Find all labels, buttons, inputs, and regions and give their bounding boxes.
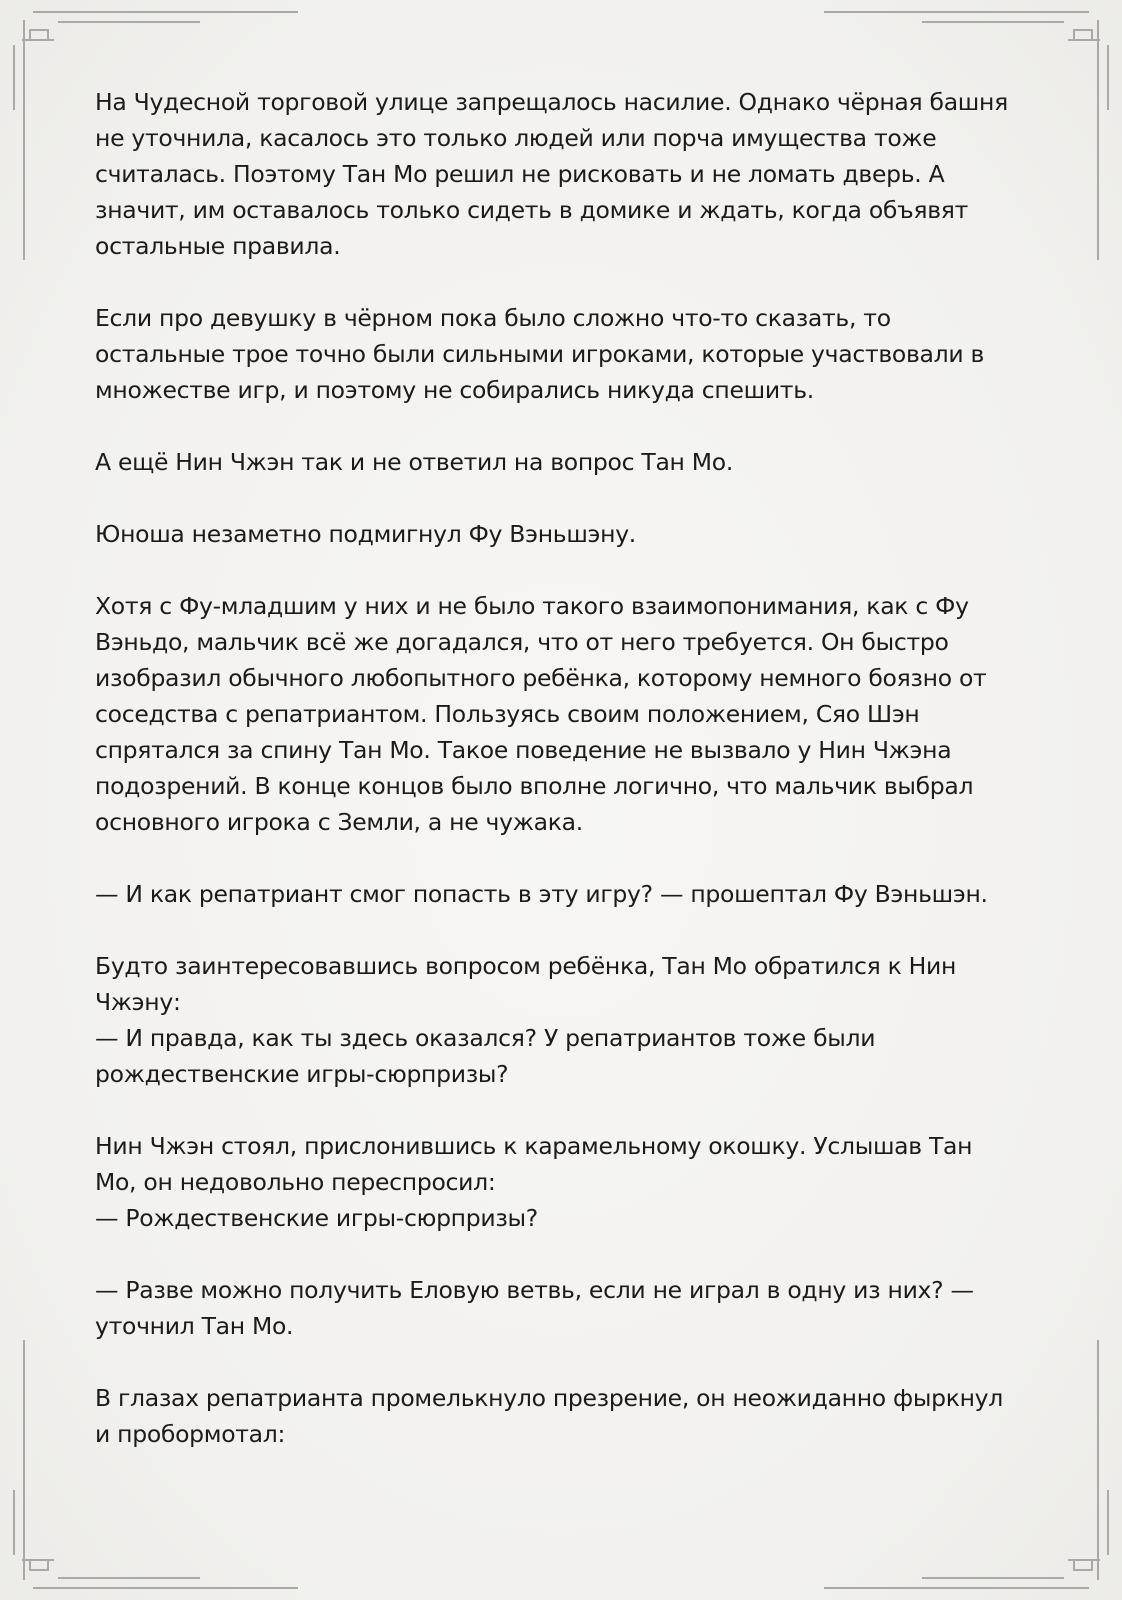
text-line: — И как репатриант смог попасть в эту игру? — прошептал Фу Вэньшэн. — [95, 880, 988, 908]
text-line: считалась. Поэтому Тан Мо решил не рисковать и не ломать дверь. А — [95, 160, 945, 188]
paragraph-8 — [95, 1128, 1035, 1236]
text-line: изобразил обычного любопытного ребёнка, которому немного боязно от — [95, 664, 987, 692]
chapter-text — [95, 84, 1035, 1488]
text-line: На Чудесной торговой улице запрещалось насилие. Однако чёрная башня — [95, 88, 1008, 116]
text-line: — И правда, как ты здесь оказался? У репатриантов тоже были — [95, 1024, 876, 1052]
text-line: остальные трое точно были сильными игроками, которые участвовали в — [95, 340, 985, 368]
text-line: не уточнила, касалось это только людей или порча имущества тоже — [95, 124, 937, 152]
text-line: В глазах репатрианта промелькнуло презрение, он неожиданно фыркнул — [95, 1384, 1004, 1412]
text-line: соседства с репатриантом. Пользуясь своим положением, Сяо Шэн — [95, 700, 920, 728]
text-line: Нин Чжэн стоял, прислонившись к карамельному окошку. Услышав Тан — [95, 1132, 973, 1160]
text-line: — Разве можно получить Еловую ветвь, если не играл в одну из них? — — [95, 1276, 974, 1304]
paragraph-7 — [95, 948, 1035, 1092]
text-line: значит, им оставалось только сидеть в домике и ждать, когда объявят — [95, 196, 969, 224]
paragraph-3 — [95, 444, 1035, 480]
text-line: А ещё Нин Чжэн так и не ответил на вопрос Тан Мо. — [95, 448, 733, 476]
text-line: Мо, он недовольно переспросил: — [95, 1168, 496, 1196]
text-line: подозрений. В конце концов было вполне логично, что мальчик выбрал — [95, 772, 974, 800]
paragraph-1 — [95, 84, 1035, 264]
paragraph-5 — [95, 588, 1035, 840]
text-line: Хотя с Фу-младшим у них и не было такого взаимопонимания, как с Фу — [95, 592, 969, 620]
paragraph-2 — [95, 300, 1035, 408]
paragraph-4 — [95, 516, 1035, 552]
text-line: основного игрока с Земли, а не чужака. — [95, 808, 583, 836]
paragraph-10 — [95, 1380, 1035, 1452]
paragraph-6 — [95, 876, 1035, 912]
text-line: Чжэну: — [95, 988, 181, 1016]
paragraph-9 — [95, 1272, 1035, 1344]
text-line: спрятался за спину Тан Мо. Такое поведение не вызвало у Нин Чжэна — [95, 736, 952, 764]
text-line: остальные правила. — [95, 232, 341, 260]
text-line: Будто заинтересовавшись вопросом ребёнка, Тан Мо обратился к Нин — [95, 952, 957, 980]
text-line: Вэньдо, мальчик всё же догадался, что от него требуется. Он быстро — [95, 628, 949, 656]
text-line: множестве игр, и поэтому не собирались никуда спешить. — [95, 376, 814, 404]
text-line: Юноша незаметно подмигнул Фу Вэньшэну. — [95, 520, 636, 548]
text-line: уточнил Тан Мо. — [95, 1312, 294, 1340]
text-line: и пробормотал: — [95, 1420, 286, 1448]
text-line: Если про девушку в чёрном пока было сложно что-то сказать, то — [95, 304, 891, 332]
text-line: рождественские игры-сюрпризы? — [95, 1060, 509, 1088]
text-line: — Рождественские игры-сюрпризы? — [95, 1204, 538, 1232]
